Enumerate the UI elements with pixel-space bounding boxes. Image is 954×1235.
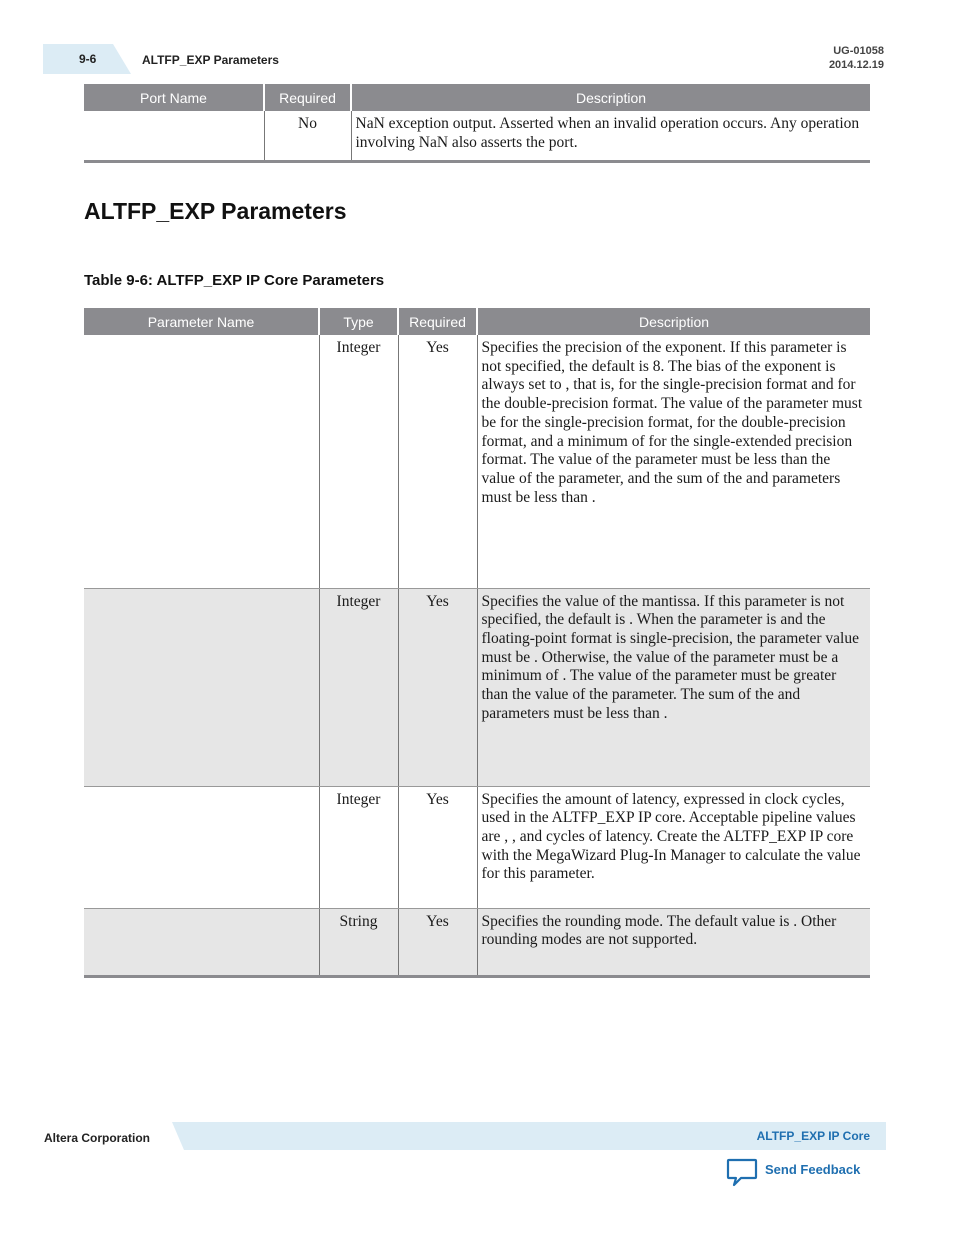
send-feedback-label: Send Feedback: [765, 1162, 861, 1177]
port-name: [84, 111, 264, 161]
param-type: Integer: [319, 786, 398, 908]
table-row: [84, 908, 870, 976]
param-name: [84, 908, 319, 976]
param-table-header: [84, 308, 870, 335]
section-title: ALTFP_EXP Parameters: [84, 198, 347, 224]
param-name: [84, 786, 319, 908]
param-type: String: [319, 908, 398, 976]
header-section-title: ALTFP_EXP Parameters: [142, 53, 279, 67]
footer-company: Altera Corporation: [44, 1131, 151, 1145]
speech-bubble-icon: [726, 1158, 758, 1193]
param-type: Integer: [319, 588, 398, 786]
port-col-required: Required: [264, 84, 351, 111]
param-required: Yes: [398, 335, 477, 588]
port-required: No: [264, 111, 351, 161]
port-col-description: Description: [351, 84, 870, 111]
doc-id: UG-01058: [833, 45, 884, 57]
param-required: Yes: [398, 786, 477, 908]
port-col-name: Port Name: [84, 84, 264, 111]
port-table: [84, 84, 870, 163]
param-required: Yes: [398, 908, 477, 976]
param-col-required: Required: [398, 308, 477, 335]
param-name: [84, 335, 319, 588]
param-col-name: Parameter Name: [84, 308, 319, 335]
param-description: Specifies the amount of latency, expressed in clock cycles, used in the ALTFP_EXP IP core. Acceptable pipeline values are , , and cycles of latency. Create the ALTFP_EXP IP core with the MegaWizard Plug-In Manager to calculate the value for this parameter.: [477, 786, 870, 908]
param-description: Specifies the value of the mantissa. If this parameter is not specified, the default is . When the parameter is and the floating-point format is single-precision, the parameter value must be . Otherwise, the value of the parameter must be a minimum of . The value of the parameter must be greater than the value of the parameter. The sum of the and parameters must be less than .: [477, 588, 870, 786]
table-row: [84, 335, 870, 588]
param-required: Yes: [398, 588, 477, 786]
parameter-table: [84, 308, 870, 978]
port-table-header: [84, 84, 870, 111]
param-col-description: Description: [477, 308, 870, 335]
param-type: Integer: [319, 335, 398, 588]
table-row: [84, 111, 870, 161]
table-caption: Table 9-6: ALTFP_EXP IP Core Parameters: [84, 272, 385, 289]
doc-date: 2014.12.19: [828, 59, 884, 71]
port-description: NaN exception output. Asserted when an invalid operation occurs. Any operation involving NaN also asserts the port.: [351, 111, 870, 161]
param-name: [84, 588, 319, 786]
footer-doc-title[interactable]: ALTFP_EXP IP Core: [756, 1129, 870, 1143]
param-description: Specifies the precision of the exponent. If this parameter is not specified, the default is 8. The bias of the exponent is always set to , that is, for the single-precision format and for the double-precision format. The value of the parameter must be for the single-precision format, for the double-precision format, and a minimum of for the single-extended precision format. The value of the parameter must be less than the value of the parameter, and the sum of the and parameters must be less than .: [477, 335, 870, 588]
doc-info: [829, 44, 884, 72]
param-description: Specifies the rounding mode. The default value is . Other rounding modes are not supported.: [477, 908, 870, 976]
send-feedback-link[interactable]: [726, 1158, 860, 1188]
param-col-type: Type: [319, 308, 398, 335]
table-row: [84, 786, 870, 908]
table-row: [84, 588, 870, 786]
page-number: 9-6: [79, 52, 97, 66]
